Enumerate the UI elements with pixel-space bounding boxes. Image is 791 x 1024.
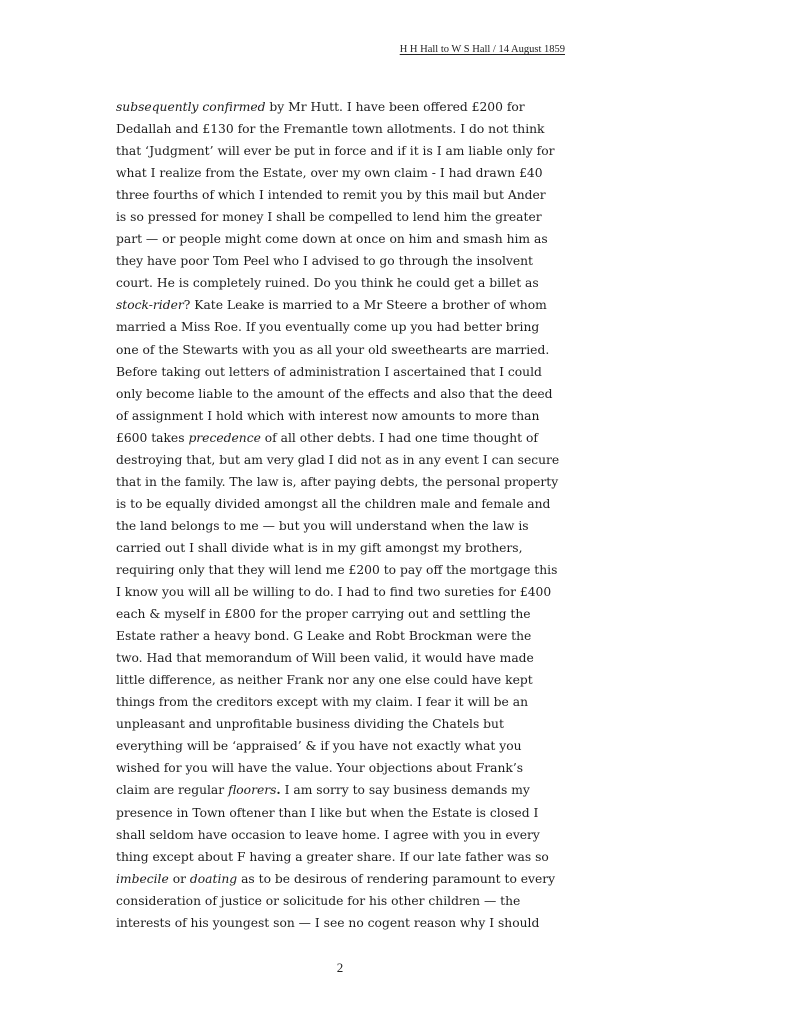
emphasis-text: doating <box>189 871 238 886</box>
body-line <box>116 339 576 361</box>
body-line <box>116 272 576 294</box>
body-line <box>116 206 576 228</box>
body-text-run: Before taking out letters of administration I ascertained that I could <box>116 364 542 379</box>
body-text-run: I know you will all be willing to do. I had to find two sureties for £400 <box>116 585 552 600</box>
body-line <box>116 625 576 647</box>
body-text-run: Dedallah and £130 for the Fremantle town allotments. I do not think <box>116 122 545 137</box>
body-text-run: unpleasant and unprofitable business dividing the Chatels but <box>116 717 504 732</box>
body-line <box>116 757 576 779</box>
body-line <box>116 383 576 405</box>
body-text-run: interests of his youngest son — I see no cogent reason why I should <box>116 915 540 930</box>
body-line <box>116 140 576 162</box>
body-line <box>116 824 576 846</box>
body-text-run: presence in Town oftener than I like but when the Estate is closed I <box>116 805 539 820</box>
running-header: H H Hall to W S Hall / 14 August 1859 <box>399 44 565 55</box>
body-line <box>116 647 576 669</box>
emphasis-text: floorers <box>228 783 277 798</box>
body-line <box>116 493 576 515</box>
body-text-run: is so pressed for money I shall be compelled to lend him the greater <box>116 210 542 225</box>
body-text-run: three fourths of which I intended to remit you by this mail but Ander <box>116 188 546 203</box>
body-text-run: the land belongs to me — but you will understand when the law is <box>116 518 529 533</box>
body-line <box>116 735 576 757</box>
body-line <box>116 691 576 713</box>
body-text-run: everything will be ‘appraised’ & if you have not exactly what you <box>116 739 522 754</box>
body-line <box>116 890 576 912</box>
body-line <box>116 184 576 206</box>
body-line <box>116 361 576 383</box>
body-text-run: by Mr Hutt. I have been offered £200 for <box>265 100 525 114</box>
body-line <box>116 603 576 625</box>
body-text-run: court. He is completely ruined. Do you think he could get a billet as <box>116 276 539 291</box>
body-text-run: part — or people might come down at once on him and smash him as <box>116 232 548 247</box>
emphasis-text: subsequently confirmed <box>116 100 266 114</box>
body-line <box>116 250 576 272</box>
body-line <box>116 471 576 493</box>
body-line <box>116 713 576 735</box>
body-text-run: what I realize from the Estate, over my own claim - I had drawn £40 <box>116 166 543 181</box>
body-line <box>116 515 576 537</box>
body-text-run: consideration of justice or solicitude for his other children — the <box>116 893 521 908</box>
body-text-run: carried out I shall divide what is in my gift amongst my brothers, <box>116 540 523 555</box>
body-line <box>116 559 576 581</box>
body-line <box>116 537 576 559</box>
body-text-run: married a Miss Roe. If you eventually come up you had better bring <box>116 320 540 335</box>
body-line <box>116 449 576 471</box>
emphasis-text: precedence <box>188 430 261 445</box>
body-text-run: requiring only that they will lend me £200 to pay off the mortgage this <box>116 562 558 577</box>
body-line <box>116 868 576 890</box>
body-text-run: . <box>276 782 281 798</box>
body-line <box>116 294 576 316</box>
emphasis-text: imbecile <box>116 871 169 886</box>
body-line <box>116 802 576 824</box>
body-text-run: two. Had that memorandum of Will been valid, it would have made <box>116 651 534 666</box>
body-text-run: that in the family. The law is, after paying debts, the personal property <box>116 474 559 489</box>
body-text-run: each & myself in £800 for the proper carrying out and settling the <box>116 607 531 622</box>
body-text-run: I am sorry to say business demands my <box>280 783 530 798</box>
body-text-run: one of the Stewarts with you as all your old sweethearts are married. <box>116 342 550 357</box>
body-text-run: thing except about F having a greater share. If our late father was so <box>116 849 549 864</box>
body-text-run: wished for you will have the value. Your objections about Frank’s <box>116 761 524 776</box>
body-line <box>116 427 576 449</box>
body-line <box>116 316 576 338</box>
body-text-run: claim are regular <box>116 783 229 798</box>
body-text-run: or <box>168 871 190 886</box>
body-text-run: £600 takes <box>116 430 189 445</box>
body-text-run: ? Kate Leake is married to a Mr Steere a brother of whom <box>183 298 547 313</box>
page-number: 2 <box>336 960 344 975</box>
body-line <box>116 912 576 934</box>
body-text-run: of all other debts. I had one time thought of <box>260 430 538 445</box>
body-text-run: that ‘Judgment’ will ever be put in force and if it is I am liable only for <box>116 144 555 159</box>
body-line <box>116 162 576 184</box>
body-line <box>116 405 576 427</box>
body-text-run: is to be equally divided amongst all the children male and female and <box>116 496 551 511</box>
letter-body <box>116 96 576 934</box>
body-text-run: destroying that, but am very glad I did not as in any event I can secure <box>116 452 560 467</box>
body-text-run: little difference, as neither Frank nor any one else could have kept <box>116 673 533 688</box>
body-line <box>116 228 576 250</box>
body-text-run: things from the creditors except with my claim. I fear it will be an <box>116 695 528 710</box>
body-text-run: only become liable to the amount of the effects and also that the deed <box>116 386 553 401</box>
body-text-run: shall seldom have occasion to leave home. I agree with you in every <box>116 827 540 842</box>
body-text-run: Estate rather a heavy bond. G Leake and Robt Brockman were the <box>116 629 532 644</box>
body-line <box>116 118 576 140</box>
body-text-run: as to be desirous of rendering paramount to every <box>237 871 556 886</box>
emphasis-text: stock-rider <box>116 298 184 313</box>
body-text-run: they have poor Tom Peel who I advised to go through the insolvent <box>116 254 533 269</box>
body-line <box>116 669 576 691</box>
body-line <box>116 96 576 118</box>
body-line <box>116 846 576 868</box>
body-text-run: of assignment I hold which with interest now amounts to more than <box>116 408 540 423</box>
body-line <box>116 779 576 801</box>
body-line <box>116 581 576 603</box>
